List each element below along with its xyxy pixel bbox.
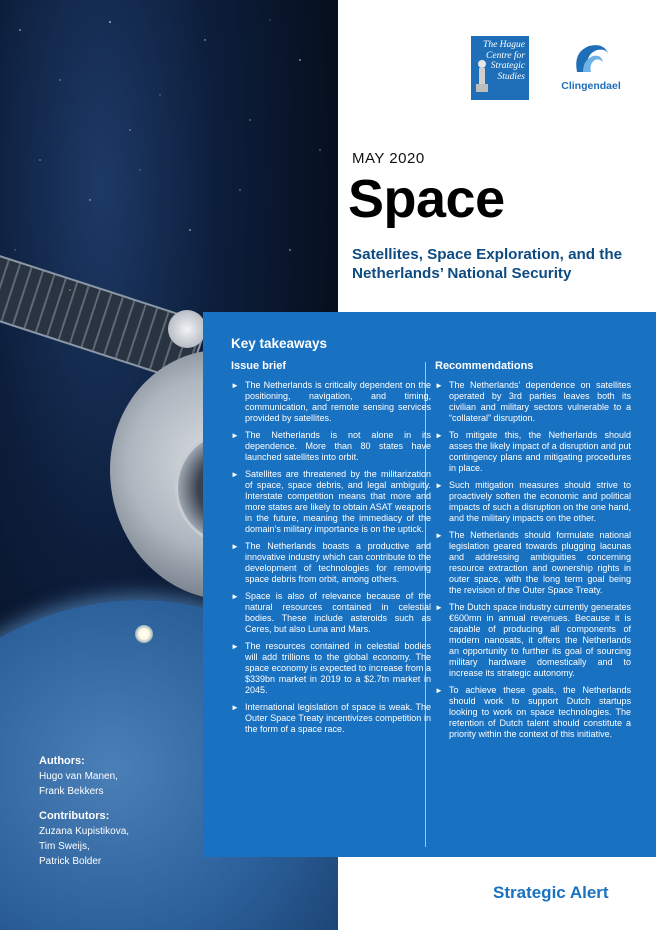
clingendael-wordmark: Clingendael: [561, 80, 621, 92]
author-name: Hugo van Manen,: [39, 771, 118, 782]
contributor-name: Patrick Bolder: [39, 856, 102, 867]
chess-piece-icon: [475, 58, 489, 94]
hague-logo-line: Strategic: [490, 61, 525, 71]
clingendael-logo: [556, 38, 626, 98]
key-takeaways-title: Key takeaways: [231, 336, 328, 351]
issue-brief-item: ► The Netherlands boasts a productive and innovative industry which can contribute to the development of technologies for removing space debris from orbit, among others.: [231, 541, 431, 585]
issue-brief-item: ► The Netherlands is not alone in its dependence. More than 80 states have launched satellites into orbit.: [231, 430, 431, 463]
issue-brief-column: [231, 360, 431, 741]
authors-label: Authors:: [39, 755, 85, 767]
hague-logo-line: The Hague: [483, 40, 525, 50]
publication-date: MAY 2020: [352, 150, 425, 167]
recommendation-item: ► Such mitigation measures should strive to proactively soften the economic and political impacts of such a disruption on the one hand, and the military impacts on the other.: [435, 480, 631, 524]
recommendation-item: ► The Netherlands’ dependence on satellites operated by 3rd parties leaves both its civilian and military sectors vulnerable to a “collateral” disruption.: [435, 380, 631, 424]
recommendation-item: ► To achieve these goals, the Netherlands should work to support Dutch startups looking to work on space technologies. The retention of Dutch talent should constitute a priority within the context of this initiative.: [435, 685, 631, 740]
issue-brief-item: ► Space is also of relevance because of the natural resources contained in celestial bodies. These include asteroids such as Ceres, but also Luna and Mars.: [231, 591, 431, 635]
hague-logo-line: Studies: [497, 71, 525, 82]
issue-brief-heading: Issue brief: [231, 360, 287, 372]
page-subtitle: Satellites, Space Exploration, and the Netherlands’ National Security: [352, 246, 623, 282]
engine-light-image: [135, 625, 153, 643]
recommendations-heading: Recommendations: [435, 360, 534, 372]
issue-brief-item: ► The resources contained in celestial bodies will add trillions to the global economy. The space economy is expected to increase from a $339bn market in 2019 to a $2.7tn market in 2045.: [231, 641, 431, 696]
page-title: Space: [348, 169, 505, 229]
hague-centre-logo: [471, 36, 529, 100]
issue-brief-item: ► The Netherlands is critically dependent on the positioning, navigation, and timing, communication, and remote sensing services provided by satellites.: [231, 380, 431, 424]
issue-brief-item: ► International legislation of space is weak. The Outer Space Treaty incentivizes competition in the form of a space race.: [231, 702, 431, 735]
recommendation-item: ► The Dutch space industry currently generates €600mn in annual revenues. Because it is capable of producing all components of modern nanosats, it offers the Netherlands an opportunity to further its goal of sourcing military hardware domestically and to increase its strategic autonomy.: [435, 602, 631, 679]
hague-logo-line: Centre for: [486, 50, 525, 61]
clingendael-mark-icon: [569, 38, 613, 78]
credits: [39, 754, 129, 869]
recommendation-item: ► To mitigate this, the Netherlands should asses the likely impact of a disruption and put contingency plans and mitigating procedures in place.: [435, 430, 631, 474]
contributors-label: Contributors:: [39, 810, 110, 822]
issue-brief-item: ► Satellites are threatened by the militarization of space, space debris, and legal ambiguity. Interstate competition means that more and more states are likely to obtain ASAT weapons in the future, meaning the immediacy of the domain’s military importance is on the uptick.: [231, 469, 431, 535]
recommendations-column: [435, 360, 631, 746]
series-label: Strategic Alert: [493, 883, 609, 902]
key-takeaways-panel: [203, 312, 656, 857]
recommendation-item: ► The Netherlands should formulate national legislation geared towards plugging lacunas and addressing ambiguities concerning resource extraction and ownership rights in outer space, with the long term goal being the revision of the Outer Space Treaty.: [435, 530, 631, 596]
contributor-name: Tim Sweijs,: [39, 841, 90, 852]
author-name: Frank Bekkers: [39, 786, 104, 797]
contributor-name: Zuzana Kupistikova,: [39, 826, 130, 837]
